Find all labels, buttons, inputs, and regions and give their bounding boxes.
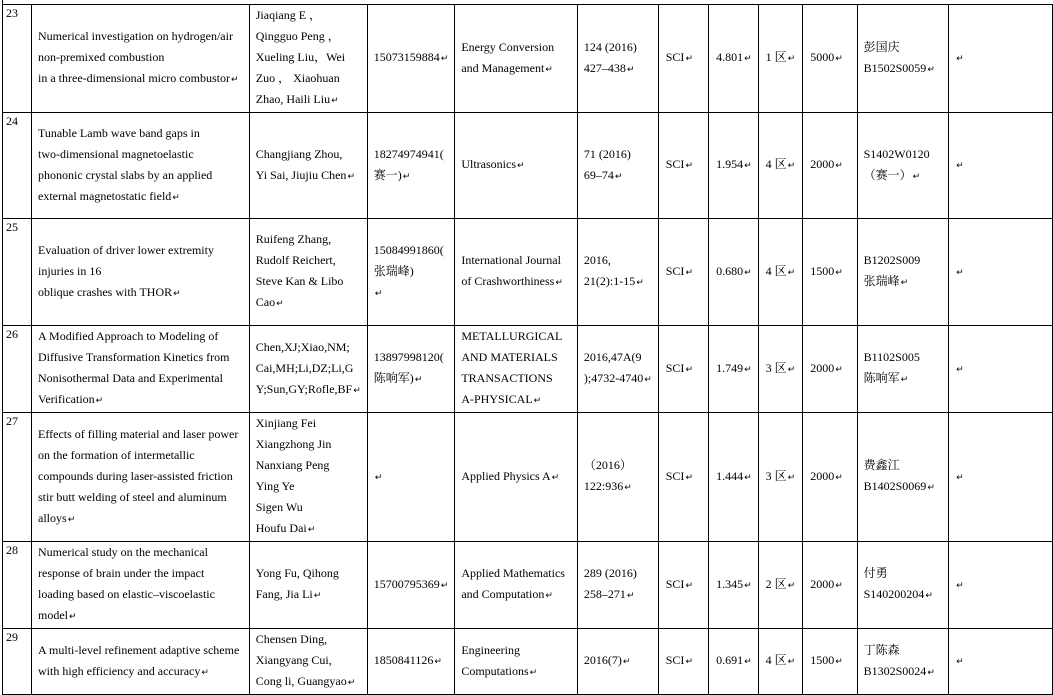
student-id-line: 付勇: [863, 566, 888, 580]
index-type-cell: SCI↵: [658, 629, 708, 695]
paper-title-line: A Modified Approach to Modeling of: [38, 329, 219, 343]
paper-title-line: Tunable Lamb wave band gaps in: [38, 125, 200, 140]
paper-title-line: Diffusive Transformation Kinetics from: [38, 350, 230, 364]
row-index-cell: 25: [3, 219, 32, 326]
volume-pages-cell: [577, 326, 658, 413]
zone-cell: 3 区↵: [758, 413, 803, 542]
paper-title-line: injuries in 16: [38, 263, 102, 278]
paragraph-mark-icon: ↵: [787, 267, 796, 278]
paper-title-line: Numerical study on the mechanical: [38, 545, 208, 559]
paper-title-line: loading based on elastic–viscoelastic: [38, 587, 215, 601]
paragraph-mark-icon: ↵: [912, 171, 921, 182]
journal-line: of Crashworthiness↵: [461, 274, 563, 288]
paragraph-mark-icon: ↵: [374, 288, 383, 299]
student-id-line: 彭国庆: [863, 39, 900, 54]
index-type-cell: SCI↵: [658, 113, 708, 219]
authors-line: Zhao, Haili Liu↵: [255, 92, 339, 106]
authors-cell: [249, 219, 367, 326]
phone-line: 13897998120(: [373, 350, 444, 364]
paper-title-line: Verification↵: [38, 392, 104, 406]
phone-line: 赛一)↵: [373, 167, 411, 182]
reward-cell: 2000↵: [803, 542, 857, 629]
paragraph-mark-icon: ↵: [835, 657, 843, 667]
table-row: [3, 113, 1053, 219]
paper-title-line: alloys↵: [38, 510, 76, 525]
paper-title-line: on the formation of intermetallic: [38, 447, 195, 462]
student-id-line: 丁陈森: [863, 642, 900, 657]
table-row: [3, 542, 1053, 629]
table-row: [3, 5, 1053, 113]
authors-line: Steve Kan & Libo: [255, 274, 344, 288]
table-row: [3, 326, 1053, 413]
volume-pages-cell: [577, 219, 658, 326]
paragraph-mark-icon: ↵: [331, 96, 339, 106]
authors-line: Yi Sai, Jiujiu Chen↵: [255, 167, 355, 182]
paragraph-mark-icon: ↵: [626, 64, 635, 75]
volume-pages-line: 69–74↵: [583, 167, 623, 182]
paragraph-mark-icon: ↵: [347, 171, 355, 182]
paragraph-mark-icon: ↵: [835, 580, 843, 591]
paper-title-line: oblique crashes with THOR↵: [38, 284, 181, 299]
phone-line: 1850841126↵: [373, 653, 442, 667]
paragraph-mark-icon: ↵: [622, 657, 631, 667]
paragraph-mark-icon: ↵: [353, 385, 361, 396]
authors-line: Xinjiang Fei: [255, 416, 317, 430]
empty-cell-cell: [949, 413, 1053, 542]
paragraph-mark-icon: ↵: [900, 278, 909, 288]
journal-cell: [455, 542, 578, 629]
paragraph-mark-icon: ↵: [685, 54, 693, 64]
publication-table: [2, 4, 1053, 695]
paragraph-mark-icon: ↵: [313, 591, 322, 601]
journal-line: and Computation↵: [461, 587, 553, 601]
paper-title-line: Nonisothermal Data and Experimental: [38, 371, 223, 385]
paragraph-mark-icon: ↵: [69, 612, 77, 622]
paragraph-mark-icon: ↵: [636, 278, 644, 288]
empty-cell-cell: [949, 219, 1053, 326]
paper-title-cell: [32, 113, 250, 219]
authors-line: Yong Fu, Qihong: [255, 566, 339, 580]
journal-cell: [455, 113, 578, 219]
authors-line: Changjiang Zhou,: [255, 146, 343, 161]
student-id-cell: [857, 219, 948, 326]
paragraph-mark-icon: ↵: [347, 678, 356, 688]
paragraph-mark-icon: ↵: [835, 54, 843, 64]
paper-title-line: non-premixed combustion: [38, 50, 165, 64]
paragraph-mark-icon: ↵: [529, 667, 538, 678]
impact-factor-cell: 1.444↵: [709, 413, 759, 542]
paragraph-mark-icon: ↵: [172, 192, 180, 203]
authors-line: Jiaqiang E ，: [255, 8, 322, 22]
paragraph-mark-icon: ↵: [307, 525, 316, 535]
phone-cell: [367, 5, 455, 113]
paragraph-mark-icon: ↵: [927, 483, 935, 493]
paragraph-mark-icon: ↵: [685, 580, 693, 591]
journal-cell: [455, 326, 578, 413]
reward-cell: 1500↵: [803, 219, 857, 326]
paragraph-mark-icon: ↵: [900, 375, 909, 385]
journal-cell: [455, 219, 578, 326]
journal-cell: [455, 5, 578, 113]
index-type-cell: SCI↵: [658, 5, 708, 113]
index-type-cell: SCI↵: [658, 326, 708, 413]
authors-line: Zuo ， Xiaohuan: [255, 71, 340, 85]
volume-pages-cell: [577, 5, 658, 113]
authors-cell: [249, 5, 367, 113]
paragraph-mark-icon: ↵: [67, 514, 76, 525]
row-index-cell: 23: [3, 5, 32, 113]
paper-title-line: stir butt welding of steel and aluminum: [38, 489, 227, 504]
paragraph-mark-icon: ↵: [230, 75, 239, 85]
paragraph-mark-icon: ↵: [685, 364, 693, 375]
journal-line: Ultrasonics↵: [461, 157, 525, 171]
student-id-line: 费鑫江: [863, 458, 900, 472]
paper-title-line: Evaluation of driver lower extremity: [38, 242, 214, 257]
phone-line: 张瑞峰): [373, 263, 414, 278]
paragraph-mark-icon: ↵: [956, 267, 964, 278]
paragraph-mark-icon: ↵: [744, 267, 752, 278]
authors-cell: [249, 113, 367, 219]
authors-line: Chen,XJ;Xiao,NM;: [255, 339, 350, 354]
paragraph-mark-icon: ↵: [685, 472, 693, 483]
authors-line: Chensen Ding,: [255, 632, 328, 646]
paragraph-mark-icon: ↵: [956, 54, 964, 64]
paper-title-line: external magnetostatic field↵: [38, 188, 180, 203]
paper-title-line: two-dimensional magnetoelastic: [38, 146, 194, 161]
reward-cell: 2000↵: [803, 413, 857, 542]
authors-line: Ruifeng Zhang,: [255, 232, 332, 246]
paragraph-mark-icon: ↵: [276, 299, 284, 309]
paragraph-mark-icon: ↵: [201, 667, 209, 678]
authors-line: Cai,MH;Li,DZ;Li,G: [255, 360, 354, 375]
authors-line: Rudolf Reichert,: [255, 253, 336, 267]
phone-cell: [367, 113, 455, 219]
paragraph-mark-icon: ↵: [956, 161, 964, 171]
paragraph-mark-icon: ↵: [95, 396, 104, 406]
journal-line: International Journal: [461, 253, 561, 267]
authors-line: Cong li, Guangyao↵: [255, 674, 356, 688]
paragraph-mark-icon: ↵: [685, 267, 693, 278]
paragraph-mark-icon: ↵: [835, 267, 843, 278]
impact-factor-cell: 0.680↵: [709, 219, 759, 326]
paragraph-mark-icon: ↵: [787, 472, 796, 483]
paragraph-mark-icon: ↵: [956, 657, 964, 667]
journal-line: AND MATERIALS: [461, 350, 558, 364]
row-index-cell: 28: [3, 542, 32, 629]
journal-line: METALLURGICAL: [461, 329, 563, 343]
paragraph-mark-icon: ↵: [744, 472, 752, 483]
student-id-line: S1402W0120: [863, 146, 930, 161]
paragraph-mark-icon: ↵: [835, 364, 843, 375]
paragraph-mark-icon: ↵: [744, 161, 752, 171]
empty-cell-cell: [949, 113, 1053, 219]
zone-cell: 3 区↵: [758, 326, 803, 413]
phone-cell: [367, 326, 455, 413]
paragraph-mark-icon: ↵: [685, 657, 693, 667]
student-id-line: B1302S0024↵: [863, 663, 935, 678]
paragraph-mark-icon: ↵: [956, 580, 964, 591]
paper-title-line: phononic crystal slabs by an applied: [38, 167, 213, 182]
phone-cell: [367, 413, 455, 542]
authors-cell: [249, 413, 367, 542]
authors-line: Cao↵: [255, 295, 284, 309]
authors-line: Xiangyang Cui,: [255, 653, 332, 667]
impact-factor-cell: 0.691↵: [709, 629, 759, 695]
paragraph-mark-icon: ↵: [927, 667, 935, 678]
impact-factor-cell: 4.801↵: [709, 5, 759, 113]
volume-pages-cell: [577, 113, 658, 219]
phone-cell: [367, 219, 455, 326]
paragraph-mark-icon: ↵: [927, 64, 935, 75]
paragraph-mark-icon: ↵: [374, 472, 383, 483]
authors-line: Nanxiang Peng: [255, 458, 330, 472]
student-id-line: B1102S005: [863, 350, 920, 364]
paper-title-line: A multi-level refinement adaptive scheme: [38, 642, 240, 657]
paragraph-mark-icon: ↵: [402, 171, 411, 182]
authors-line: Ying Ye: [255, 479, 295, 493]
empty-cell-cell: [949, 542, 1053, 629]
paper-title-cell: [32, 413, 250, 542]
row-index-cell: 24: [3, 113, 32, 219]
volume-pages-line: （2016）: [583, 458, 632, 472]
row-index-cell: 26: [3, 326, 32, 413]
paragraph-mark-icon: ↵: [744, 364, 752, 375]
journal-line: TRANSACTIONS: [461, 371, 553, 385]
zone-cell: 4 区↵: [758, 629, 803, 695]
phone-line: 15084991860(: [373, 242, 444, 257]
volume-pages-cell: [577, 542, 658, 629]
paragraph-mark-icon: ↵: [835, 472, 843, 483]
zone-cell: 4 区↵: [758, 113, 803, 219]
phone-line: [374, 466, 449, 489]
paragraph-mark-icon: ↵: [533, 396, 542, 406]
journal-cell: [455, 413, 578, 542]
student-id-cell: [857, 326, 948, 413]
student-id-line: S140200204↵: [863, 587, 933, 601]
paragraph-mark-icon: ↵: [744, 54, 752, 64]
student-id-line: B1402S0069↵: [863, 479, 935, 493]
journal-line: Applied Mathematics: [461, 566, 565, 580]
student-id-line: B1202S009: [863, 253, 921, 267]
student-id-line: B1502S0059↵: [863, 60, 935, 75]
paragraph-mark-icon: ↵: [555, 278, 563, 288]
paragraph-mark-icon: ↵: [545, 64, 553, 75]
volume-pages-line: 427–438↵: [583, 60, 635, 75]
index-type-cell: SCI↵: [658, 542, 708, 629]
journal-line: and Management↵: [461, 60, 553, 75]
student-id-line: （赛一）↵: [863, 167, 921, 182]
paragraph-mark-icon: ↵: [787, 161, 796, 171]
paragraph-mark-icon: ↵: [614, 171, 623, 182]
index-type-cell: SCI↵: [658, 219, 708, 326]
paragraph-mark-icon: ↵: [744, 580, 752, 591]
paper-title-cell: [32, 326, 250, 413]
zone-cell: 4 区↵: [758, 219, 803, 326]
paragraph-mark-icon: ↵: [744, 657, 752, 667]
paper-title-line: Effects of filling material and laser power: [38, 426, 239, 441]
journal-line: A-PHYSICAL↵: [461, 392, 542, 406]
row-index-cell: 27: [3, 413, 32, 542]
phone-cell: [367, 542, 455, 629]
impact-factor-cell: 1.749↵: [709, 326, 759, 413]
paragraph-mark-icon: ↵: [787, 364, 796, 375]
paper-title-line: in a three-dimensional micro combustor↵: [38, 71, 239, 85]
reward-cell: 2000↵: [803, 113, 857, 219]
table-row: [3, 413, 1053, 542]
paper-title-line: with high efficiency and accuracy↵: [38, 663, 209, 678]
volume-pages-line: 2016(7)↵: [583, 653, 631, 667]
paragraph-mark-icon: ↵: [434, 657, 442, 667]
volume-pages-line: 124 (2016): [583, 39, 637, 54]
authors-line: Xueling Liu，Wei: [255, 50, 346, 64]
volume-pages-cell: [577, 413, 658, 542]
journal-line: Applied Physics A↵: [461, 468, 560, 483]
paragraph-mark-icon: ↵: [414, 375, 423, 385]
phone-line: [374, 282, 449, 305]
volume-pages-line: 71 (2016): [583, 146, 631, 161]
volume-pages-line: 258–271↵: [583, 587, 635, 601]
impact-factor-cell: 1.345↵: [709, 542, 759, 629]
authors-cell: [249, 326, 367, 413]
impact-factor-cell: 1.954↵: [709, 113, 759, 219]
authors-line: Y;Sun,GY;Rofle,BF↵: [255, 381, 361, 396]
volume-pages-line: 122:936↵: [583, 479, 632, 493]
authors-line: Sigen Wu: [255, 500, 303, 514]
empty-cell-cell: [949, 5, 1053, 113]
phone-line: 陈响军)↵: [373, 371, 423, 385]
paragraph-mark-icon: ↵: [624, 483, 632, 493]
paper-title-cell: [32, 219, 250, 326]
paper-title-line: Numerical investigation on hydrogen/air: [38, 29, 233, 43]
paragraph-mark-icon: ↵: [787, 657, 796, 667]
student-id-line: 张瑞峰↵: [863, 274, 909, 288]
volume-pages-line: 289 (2016): [583, 566, 637, 580]
zone-cell: 2 区↵: [758, 542, 803, 629]
reward-cell: 2000↵: [803, 326, 857, 413]
paragraph-mark-icon: ↵: [551, 472, 560, 483]
paragraph-mark-icon: ↵: [516, 161, 525, 171]
authors-line: Fang, Jia Li↵: [255, 587, 322, 601]
volume-pages-line: 2016,: [583, 253, 611, 267]
paper-title-line: compounds during laser-assisted friction: [38, 468, 233, 483]
volume-pages-line: 2016,47A(9: [583, 350, 642, 364]
paragraph-mark-icon: ↵: [685, 161, 693, 171]
row-index-cell: 29: [3, 629, 32, 695]
paragraph-mark-icon: ↵: [956, 472, 964, 483]
paragraph-mark-icon: ↵: [925, 591, 933, 601]
authors-cell: [249, 542, 367, 629]
phone-line: 15073159884↵: [373, 50, 449, 64]
paragraph-mark-icon: ↵: [644, 375, 652, 385]
authors-line: Qingguo Peng ，: [255, 29, 340, 43]
student-id-cell: [857, 542, 948, 629]
paragraph-mark-icon: ↵: [787, 54, 796, 64]
phone-line: 15700795369↵: [373, 576, 449, 591]
journal-line: Energy Conversion: [461, 39, 555, 54]
student-id-line: 陈响军↵: [863, 371, 909, 385]
authors-line: Xiangzhong Jin: [255, 437, 332, 451]
paper-title-line: model↵: [38, 608, 77, 622]
table-row: [3, 219, 1053, 326]
paragraph-mark-icon: ↵: [956, 364, 964, 375]
empty-cell-cell: [949, 326, 1053, 413]
reward-cell: 1500↵: [803, 629, 857, 695]
paragraph-mark-icon: ↵: [835, 161, 843, 171]
paragraph-mark-icon: ↵: [787, 580, 796, 591]
paper-title-line: response of brain under the impact: [38, 566, 205, 580]
journal-line: Computations↵: [461, 663, 538, 678]
phone-line: 18274974941(: [373, 146, 444, 161]
paragraph-mark-icon: ↵: [440, 54, 449, 64]
student-id-cell: [857, 113, 948, 219]
paper-title-cell: [32, 542, 250, 629]
student-id-cell: [857, 413, 948, 542]
journal-line: Engineering: [461, 642, 520, 657]
student-id-cell: [857, 5, 948, 113]
paragraph-mark-icon: ↵: [626, 591, 635, 601]
volume-pages-line: );4732-4740↵: [583, 371, 652, 385]
paragraph-mark-icon: ↵: [440, 580, 449, 591]
volume-pages-line: 21(2):1-15↵: [583, 274, 644, 288]
zone-cell: 1 区↵: [758, 5, 803, 113]
reward-cell: 5000↵: [803, 5, 857, 113]
authors-line: Houfu Dai↵: [255, 521, 316, 535]
paragraph-mark-icon: ↵: [545, 591, 553, 601]
paper-title-cell: [32, 5, 250, 113]
paragraph-mark-icon: ↵: [173, 288, 181, 299]
index-type-cell: SCI↵: [658, 413, 708, 542]
